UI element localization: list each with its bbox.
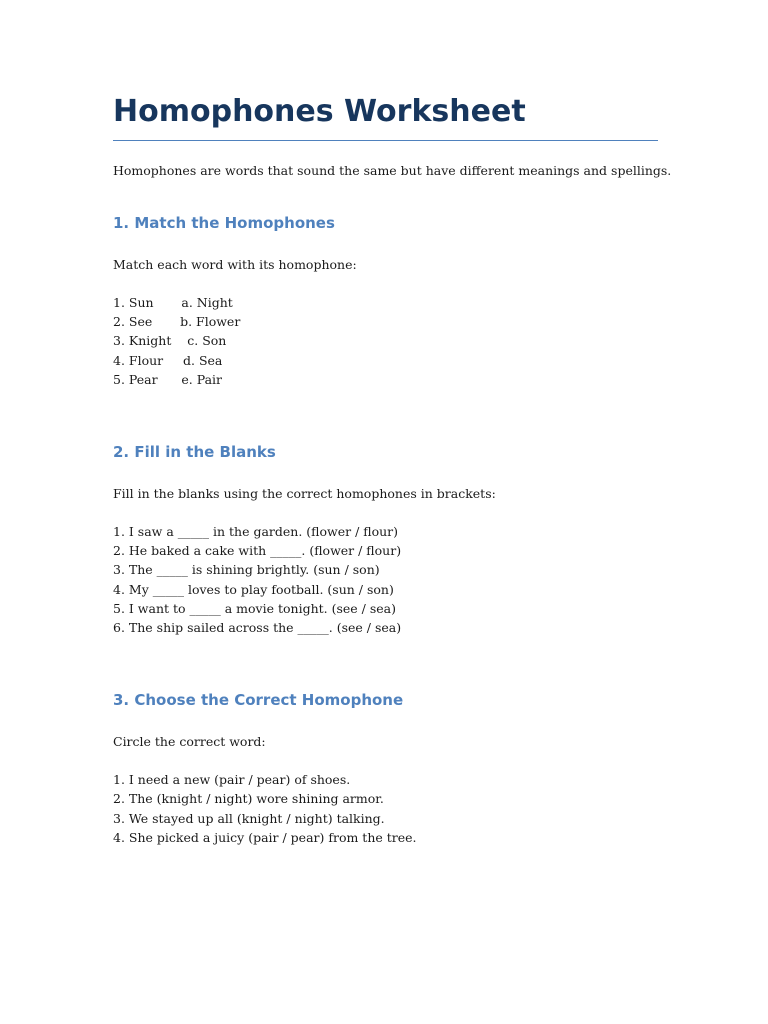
page-title: Homophones Worksheet: [113, 92, 658, 141]
list-item: 4. My _____ loves to play football. (sun / son): [113, 581, 394, 597]
section-3-list: [113, 770, 658, 847]
list-item: 2. He baked a cake with _____. (flower / flour): [113, 543, 402, 559]
section-3-heading: 3. Choose the Correct Homophone: [113, 691, 404, 710]
list-item: 1. I need a new (pair / pear) of shoes.: [113, 772, 351, 788]
list-item: 1. Sun a. Night: [113, 295, 233, 310]
document-body: [113, 92, 672, 847]
section-3-instruction: Circle the correct word:: [113, 734, 266, 750]
intro-paragraph: Homophones are words that sound the same but have different meanings and spellings.: [113, 163, 672, 178]
list-item: 1. I saw a _____ in the garden. (flower / flour): [113, 524, 399, 540]
list-item: 3. We stayed up all (knight / night) talking.: [113, 810, 385, 826]
section-1-instruction: Match each word with its homophone:: [113, 257, 357, 272]
list-item: 4. She picked a juicy (pair / pear) from the tree.: [113, 829, 417, 845]
list-item: 5. Pear e. Pair: [113, 371, 223, 387]
section-2-instruction: Fill in the blanks using the correct homophones in brackets:: [113, 486, 496, 502]
section-2-heading: 2. Fill in the Blanks: [113, 443, 276, 462]
section-2-list: [113, 522, 658, 637]
list-item: 5. I want to _____ a movie tonight. (see / sea): [113, 600, 396, 616]
section-1-list: [113, 293, 658, 389]
list-item: 3. The _____ is shining brightly. (sun / son): [113, 562, 380, 578]
list-item: 6. The ship sailed across the _____. (see / sea): [113, 620, 402, 636]
list-item: 2. See b. Flower: [113, 314, 241, 330]
list-item: 3. Knight c. Son: [113, 333, 227, 349]
list-item: 4. Flour d. Sea: [113, 352, 223, 368]
list-item: 2. The (knight / night) wore shining armor.: [113, 791, 384, 807]
section-1-heading: 1. Match the Homophones: [113, 214, 335, 232]
